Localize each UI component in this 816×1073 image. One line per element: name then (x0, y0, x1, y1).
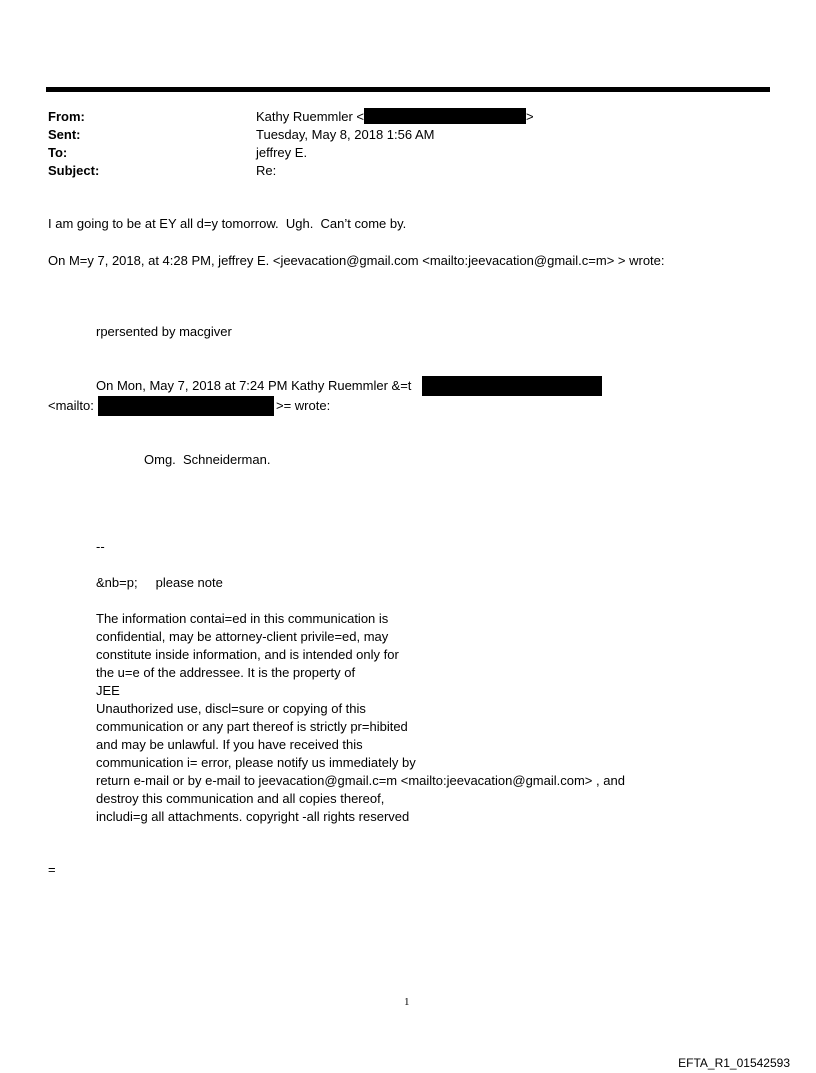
disclaimer-line: communication i= error, please notify us immediately by (96, 755, 416, 770)
sent-value: Tuesday, May 8, 2018 1:56 AM (256, 127, 435, 142)
body-line-1: I am going to be at EY all d=y tomorrow. Ugh. Can’t come by. (48, 216, 407, 231)
quoted-header-line: On Mon, May 7, 2018 at 7:24 PM Kathy Ruemmler &=t (96, 378, 412, 393)
redaction-block (364, 108, 526, 124)
disclaimer-line: constitute inside information, and is intended only for (96, 647, 399, 662)
header-rule (46, 87, 770, 92)
disclaimer-line: the u=e of the addressee. It is the property of (96, 665, 356, 680)
redaction-block (98, 396, 274, 416)
disclaimer-line: communication or any part thereof is strictly pr=hibited (96, 719, 408, 734)
from-label: From: (48, 109, 85, 124)
redaction-block (422, 376, 602, 396)
trailer-char: = (48, 862, 56, 877)
subject-value: Re: (256, 163, 277, 178)
signature-note: &nb=p; please note (96, 575, 223, 590)
disclaimer-line: return e-mail or by e-mail to jeevacation@gmail.c=m <mailto:jeevacation@gmail.com> , and (96, 773, 625, 788)
disclaimer-line: destroy this communication and all copies thereof, (96, 791, 385, 806)
sent-label: Sent: (48, 127, 81, 142)
document-id: EFTA_R1_01542593 (678, 1056, 790, 1070)
page-number: 1 (404, 996, 410, 1008)
disclaimer-line: Unauthorized use, discl=sure or copying of this (96, 701, 366, 716)
to-label: To: (48, 145, 68, 160)
signature-dashes: -- (96, 539, 105, 554)
from-name: Kathy Ruemmler < (256, 109, 365, 124)
to-value: jeffrey E. (256, 145, 308, 160)
quoted-message: Omg. Schneiderman. (144, 452, 271, 467)
body-line-3: rpersented by macgiver (96, 324, 232, 339)
quoted-mailto-suffix: >= wrote: (276, 398, 331, 413)
disclaimer-line: JEE (96, 683, 120, 698)
from-value (256, 108, 534, 126)
quoted-mailto-prefix: <mailto: (48, 398, 94, 413)
disclaimer-line: confidential, may be attorney-client privile=ed, may (96, 629, 389, 644)
from-tail: > (526, 109, 534, 124)
disclaimer-line: The information contai=ed in this communication is (96, 611, 389, 626)
body-line-2: On M=y 7, 2018, at 4:28 PM, jeffrey E. <jeevacation@gmail.com <mailto:jeevacation@gmail.c=m> > wrote: (48, 253, 665, 268)
disclaimer-line: includi=g all attachments. copyright -all rights reserved (96, 809, 410, 824)
subject-label: Subject: (48, 163, 100, 178)
disclaimer-line: and may be unlawful. If you have received this (96, 737, 363, 752)
